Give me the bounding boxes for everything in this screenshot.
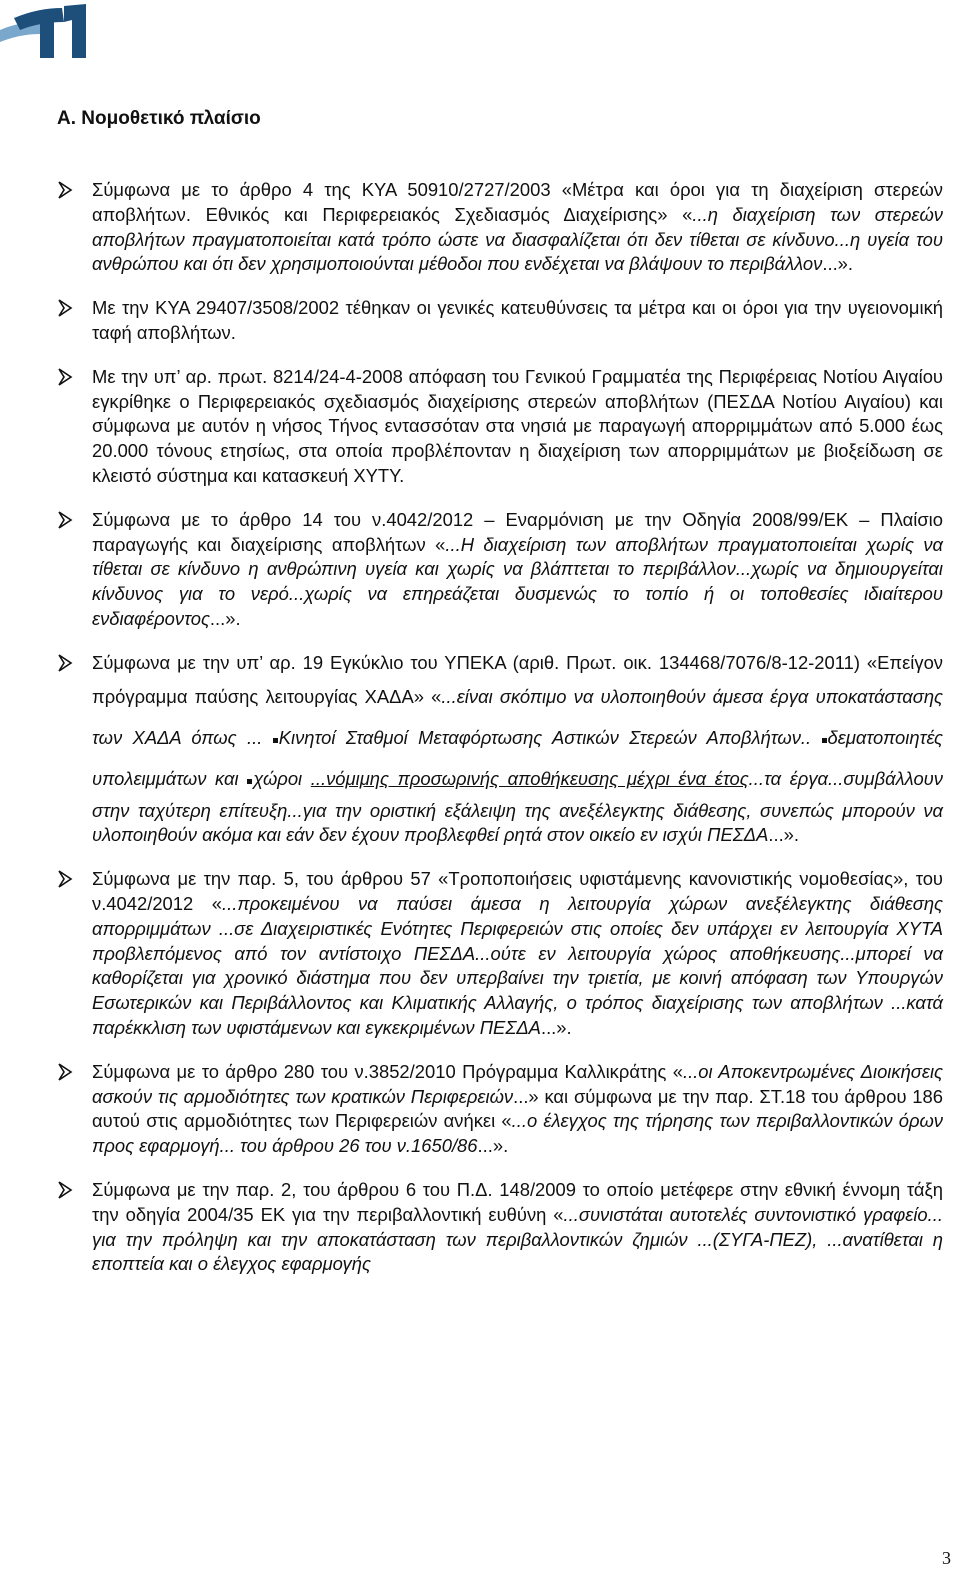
list-item (57, 867, 943, 1041)
section-title: Α. Νομοθετικό πλαίσιο (57, 108, 261, 129)
quote-text: ...είναι σκόπιμο να υλοποιηθούν άμεσα έργα υποκατάστασης των ΧΑΔΑ όπως ... (92, 685, 943, 748)
item-text: Σύμφωνα με την παρ. 2, του άρθρου 6 του Π.Δ. 148/2009 το οποίο μετέφερε στην εθνική έννομη τάξη την οδηγία 2004/35 ΕΚ για την περιβαλλοντική ευθύνη « (92, 1178, 943, 1225)
underlined-quote: ...νόμιμης προσωρινής αποθήκευσης μέχρι ένα έτος (310, 767, 749, 789)
item-quote: ...τα έργα...συμβάλλουν στην ταχύτερη επίτευξη...για την οριστική εξάλειψη της ανεξέλεγκτης διάθεσης, συνεπώς μπορούν να υλοποιηθούν ακόμα και εάν δεν έχουν προβλεφθεί ρητά στον οικείο εν ισχύι ΠΕΣΔΑ (92, 767, 943, 846)
arrowhead-bullet-icon (57, 870, 73, 888)
item-text: ...». (477, 1135, 509, 1157)
list-item (57, 296, 943, 346)
square-bullet-icon (822, 738, 827, 743)
arrowhead-bullet-icon (57, 299, 73, 317)
list-item (57, 1060, 943, 1159)
item-text: Με την ΚΥΑ 29407/3508/2002 τέθηκαν οι γενικές κατευθύνσεις τα μέτρα και οι όροι για την υγειονομική ταφή αποβλήτων. (92, 297, 943, 343)
logo-mark-icon (0, 0, 92, 64)
item-text: Με την υπ’ αρ. πρωτ. 8214/24-4-2008 απόφαση του Γενικού Γραμματέα της Περιφέρειας Νοτίου Αιγαίου εγκρίθηκε ο Περιφερειακός σχεδιασμός διαχείρισης στερεών αποβλήτων (ΠΕΣΔΑ Νοτίου Αιγαίου) και σύμφωνα με αυτόν η νήσος Τήνος εντασσόταν στα νησιά με παραγωγή απορριμμάτων από 5.000 έως 20.000 τόνους ετησίως, στα οποία προβλέπονταν η διαχείριση των απορριμμάτων με βιοξείδωση σε κλειστό σύστημα και κατασκευή ΧΥΤΥ. (92, 365, 943, 486)
item-text: Σύμφωνα με την υπ’ αρ. 19 Εγκύκλιο του ΥΠΕΚΑ (αριθ. Πρωτ. οικ. 134468/7076/8-12-2011) «Επείγον πρόγραμμα παύσης λειτουργίας ΧΑΔΑ» « (92, 651, 943, 707)
list-item (57, 178, 943, 277)
item-quote: ...συνιστάται αυτοτελές συντονιστικό γραφείο... για την πρόληψη και την αποκατάσταση των περιβαλλοντικών ζημιών ...(ΣΥΓΑ-ΠΕΖ), ...ανατίθεται η εποπτεία και ο έλεγχος εφαρμογής (92, 1203, 943, 1275)
item-quote: ...Η διαχείριση των αποβλήτων πραγματοποιείται χωρίς να τίθεται σε κίνδυνο η ανθρώπινη υγεία και χωρίς να βλάπτεται το περιβάλλον...χωρίς να δημιουργείται κίνδυνος για το νερό...χωρίς να επηρεάζεται δυσμενώς το τοπίο ή οι τοποθεσίες ιδιαίτερου ενδιαφέροντος (92, 533, 943, 629)
arrowhead-bullet-icon (57, 1063, 73, 1081)
arrowhead-bullet-icon (57, 511, 73, 529)
square-bullet-icon (247, 779, 252, 784)
page-number: 3 (942, 1548, 951, 1568)
item-quote: ...η διαχείριση των στερεών αποβλήτων πραγματοποιείται κατά τρόπο ώστε να διασφαλίζεται ότι δεν τίθεται σε κίνδυνο...η υγεία του ανθρώπου και ότι δεν χρησιμοποιούνται μέθοδοι που ενδέχεται να βλάψουν το περιβάλλον (92, 203, 943, 275)
legislation-list (57, 178, 943, 1296)
quote-text: δεματοποιητές υπολειμμάτων και (92, 726, 943, 789)
item-quote: ...οι Αποκεντρωμένες Διοικήσεις ασκούν τις αρμοδιότητες των κρατικών Περιφερειών (92, 1060, 943, 1107)
arrowhead-bullet-icon (57, 368, 73, 386)
quote-text: χώροι (253, 767, 311, 789)
item-quote: ...προκειμένου να παύσει άμεσα η λειτουργία χώρων ανεξέλεγκτης διάθεσης απορριμμάτων ...σε Διαχειριστικές Ενότητες Περιφερειών στις οποίες δεν υπάρχει εν λειτουργία ΧΥΤΑ προβλεπόμενος από τον αντίστοιχο ΠΕΣΔΑ...ούτε εν λειτουργία χώρος αποθήκευσης...μπορεί να καθορίζεται για χρονικό διάστημα που δεν υπερβαίνει την τριετία, με κοινή απόφαση των Υπουργών Εσωτερικών και Περιβάλλοντος και Κλιματικής Αλλαγής, ο τρόπος διαχείρισης των αποβλήτων ...κατά παρέκκλιση των υφιστάμενων και εγκεκριμένων ΠΕΣΔΑ (92, 892, 944, 1038)
item-text: Σύμφωνα με την παρ. 5, του άρθρου 57 «Τροποποιήσεις υφιστάμενης κανονιστικής νομοθεσίας», του ν.4042/2012 « (92, 868, 943, 914)
quote-text: Κινητοί Σταθμοί Μεταφόρτωσης Αστικών Στερεών Αποβλήτων.. (278, 726, 822, 748)
square-bullet-icon (273, 738, 278, 743)
arrowhead-bullet-icon (57, 1181, 73, 1199)
list-item (57, 651, 943, 848)
list-item (57, 508, 943, 632)
item-text: ...» και σύμφωνα με την παρ. ΣΤ.18 του άρθρου 186 αυτού στις αρμοδιότητες των Περιφερειών ανήκει « (92, 1085, 943, 1132)
item-text: ...». (768, 824, 800, 846)
item-quote: ...ο έλεγχος της τήρησης των περιβαλλοντικών όρων προς εφαρμογή... του άρθρου 26 του ν.1650/86 (92, 1110, 943, 1157)
list-item (57, 1178, 943, 1277)
item-text: Σύμφωνα με το άρθρο 280 του ν.3852/2010 Πρόγραμμα Καλλικράτης « (92, 1060, 683, 1082)
item-text: Σύμφωνα με το άρθρο 14 του ν.4042/2012 – Εναρμόνιση με την Οδηγία 2008/99/ΕΚ – Πλαίσιο παραγωγής και διαχείρισης αποβλήτων « (92, 508, 943, 555)
arrowhead-bullet-icon (57, 181, 73, 199)
arrowhead-bullet-icon (57, 654, 73, 672)
item-text: Σύμφωνα με το άρθρο 4 της ΚΥΑ 50910/2727/2003 «Μέτρα και όροι για τη διαχείριση στερεών αποβλήτων. Εθνικός και Περιφερειακός Σχεδιασμός Διαχείρισης» « (92, 179, 943, 225)
item-text: ...». (822, 253, 854, 275)
item-text: ...». (209, 607, 241, 629)
item-text: ...». (540, 1016, 572, 1038)
list-item (57, 365, 943, 489)
